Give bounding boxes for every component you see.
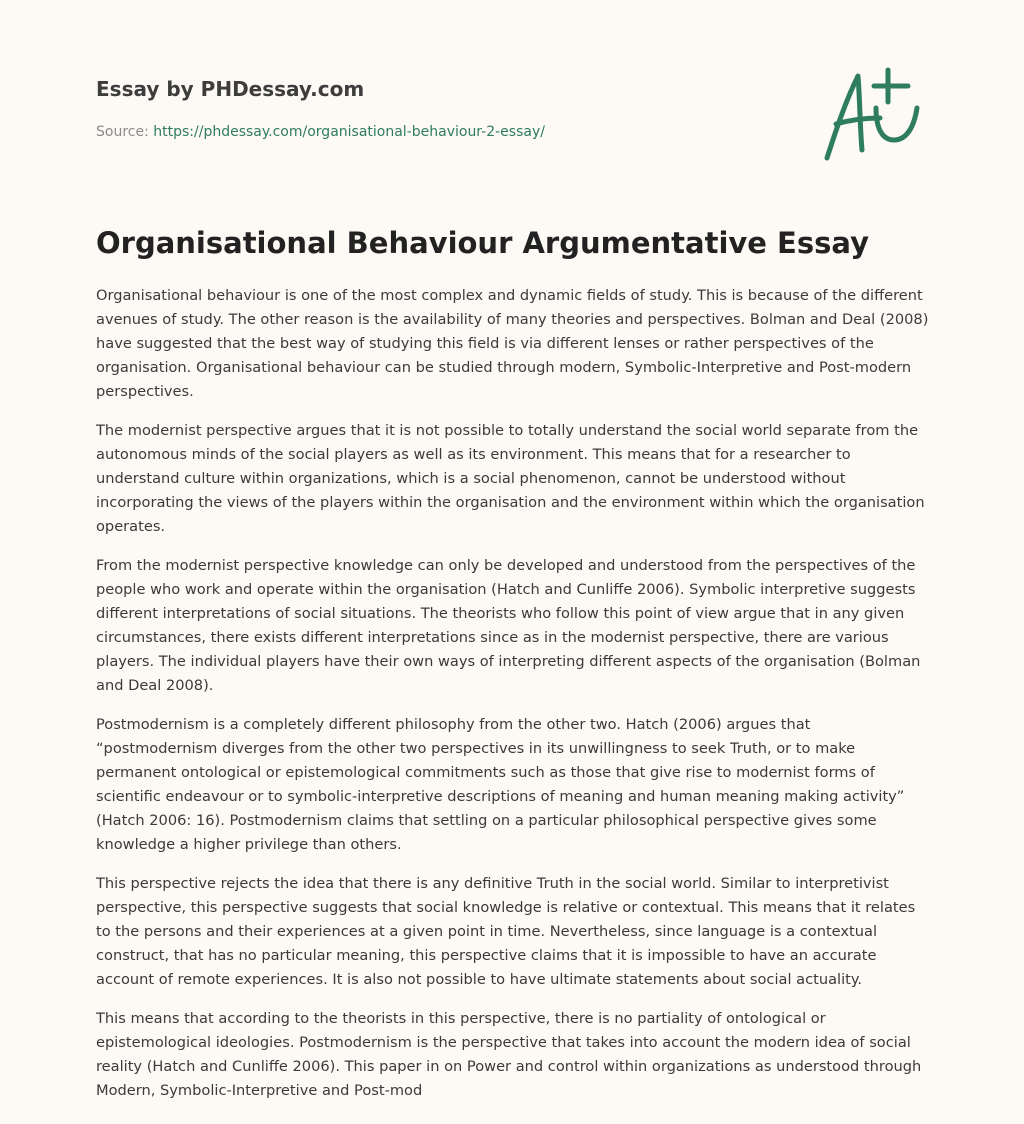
source-line — [96, 124, 545, 140]
a-plus-logo-icon — [822, 66, 926, 166]
essay-title: Organisational Behaviour Argumentative Essay — [96, 226, 869, 260]
essay-paragraph: Organisational behaviour is one of the most complex and dynamic fields of study. This is because of the different avenues of study. The other reason is the availability of many theories and perspectives. Bolman and Deal (2008) have suggested that the best way of studying this field is via different lenses or rather perspectives of the organisation. Organisational behaviour can be studied through modern, Symbolic-Interpretive and Post-modern perspectives. — [96, 287, 929, 400]
site-brand: Essay by PHDessay.com — [96, 77, 365, 101]
page-header — [96, 0, 928, 200]
essay-body — [96, 284, 932, 1114]
essay-paragraph: From the modernist perspective knowledge can only be developed and understood from the perspectives of the people who work and operate within the organisation (Hatch and Cunliffe 2006). Symbolic interpretive suggests different interpretations of social situations. The theorists who follow this point of view argue that in any given circumstances, there exists different interpretations since as in the modernist perspective, there are various players. The individual players have their own ways of interpreting different aspects of the organisation (Bolman and Deal 2008). — [96, 557, 921, 694]
source-link[interactable]: https://phdessay.com/organisational-behaviour-2-essay/ — [153, 124, 545, 140]
essay-paragraph: This perspective rejects the idea that there is any definitive Truth in the social world. Similar to interpretivist perspective, this perspective suggests that social knowledge is relative or contextual. This means that it relates to the persons and their experiences at a given point in time. Nevertheless, since language is a contextual construct, that has no particular meaning, this perspective claims that it is impossible to have an accurate account of remote experiences. It is also not possible to have ultimate statements about social actuality. — [96, 875, 916, 988]
essay-paragraph: Postmodernism is a completely different philosophy from the other two. Hatch (2006) argues that “postmodernism diverges from the other two perspectives in its unwillingness to seek Truth, or to make permanent ontological or epistemological commitments such as those that give rise to modernist forms of scientific endeavour or to symbolic-interpretive descriptions of meaning and human meaning making activity” (Hatch 2006: 16). Postmodernism claims that settling on a particular philosophical perspective gives some knowledge a higher privilege than others. — [96, 716, 905, 853]
essay-paragraph: This means that according to the theorists in this perspective, there is no partiality of ontological or epistemological ideologies. Postmodernism is the perspective that takes into account the modern idea of social reality (Hatch and Cunliffe 2006). This paper in on Power and control within organizations as understood through Modern, Symbolic-Interpretive and Post-mod — [96, 1010, 922, 1099]
source-label: Source: — [96, 124, 154, 140]
essay-paragraph: The modernist perspective argues that it is not possible to totally understand the social world separate from the autonomous minds of the social players as well as its environment. This means that for a researcher to understand culture within organizations, which is a social phenomenon, cannot be understood without incorporating the views of the players within the organisation and the environment within which the organisation operates. — [96, 422, 925, 535]
